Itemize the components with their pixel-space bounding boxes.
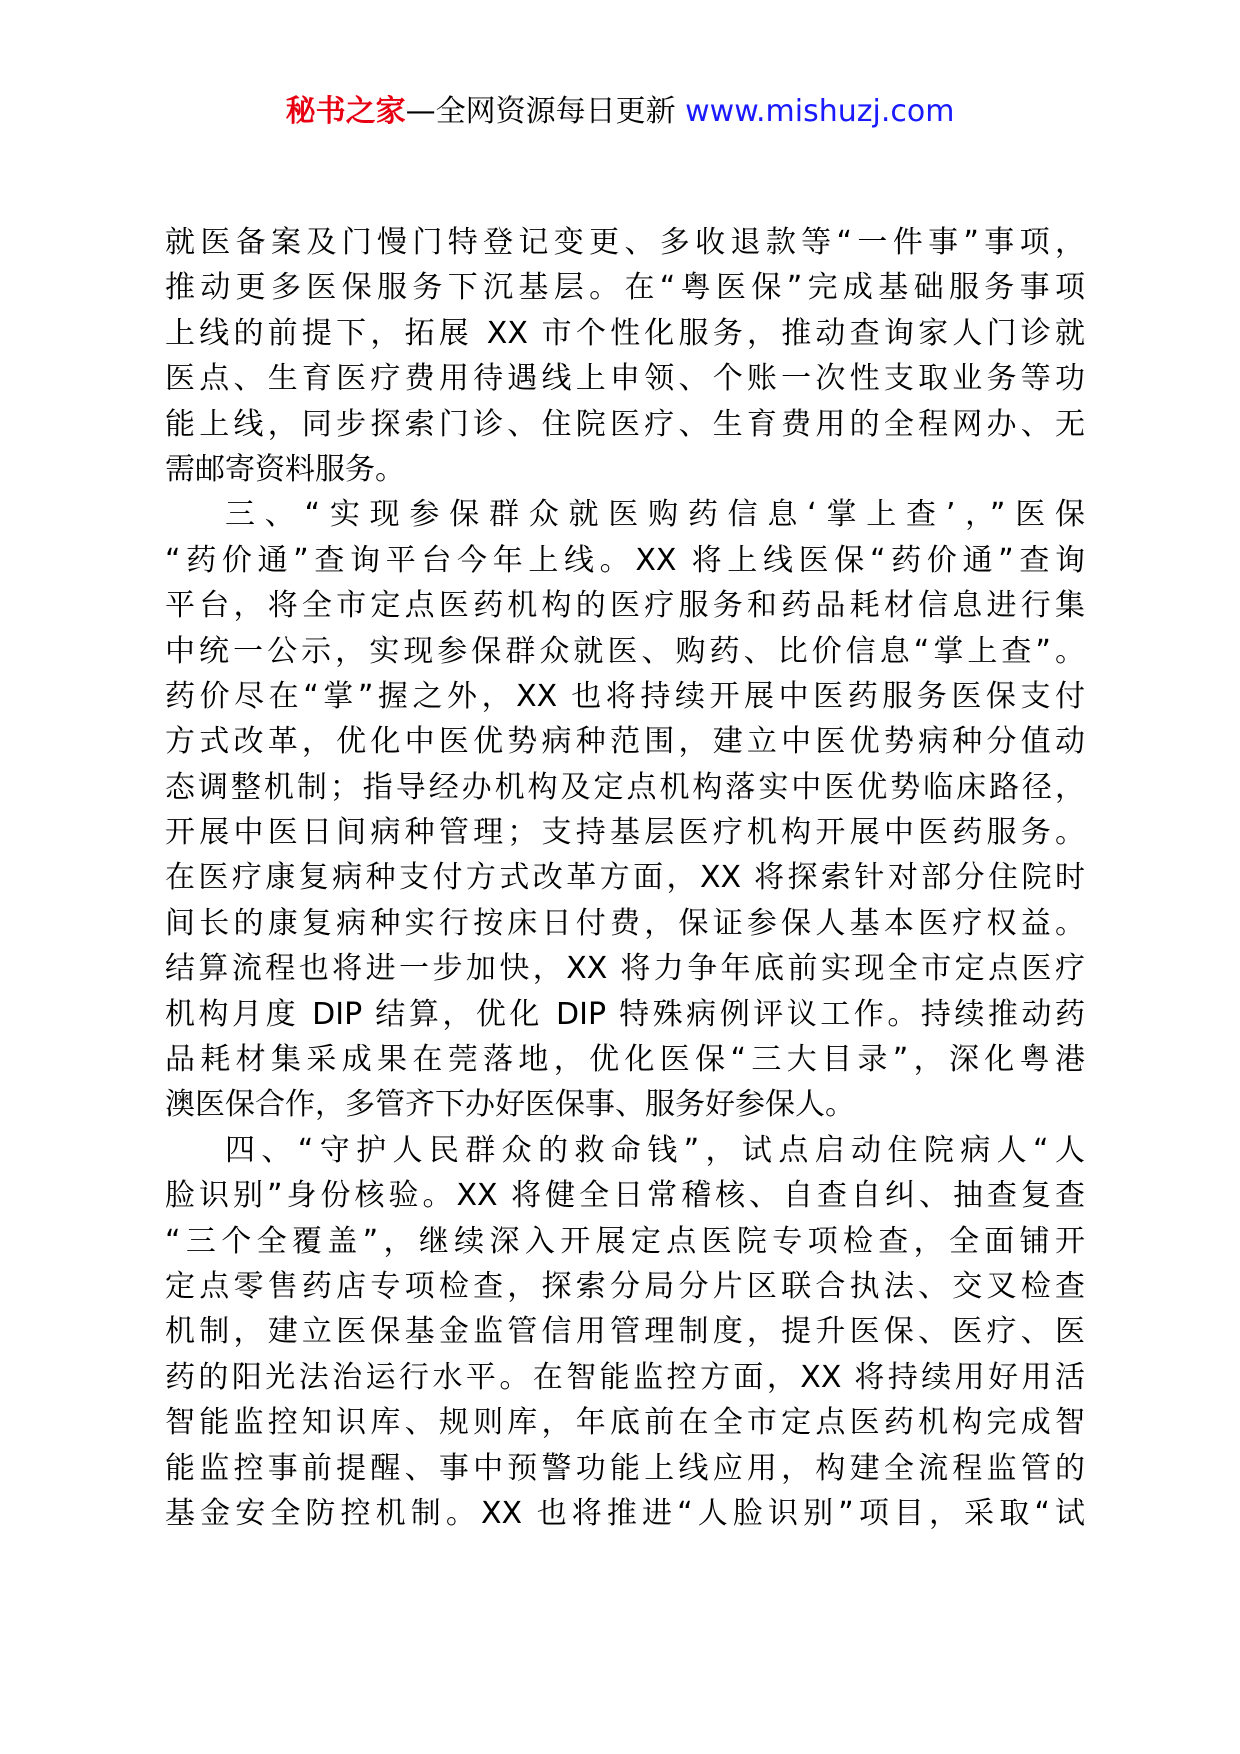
text-line: 机构月度 DIP 结算，优化 DIP 特殊病例评议工作。持续推动药 bbox=[165, 996, 1085, 1032]
text-line: 方式改革，优化中医优势病种范围，建立中医优势病种分值动 bbox=[165, 724, 1085, 760]
text-line: 结算流程也将进一步加快，XX 将力争年底前实现全市定点医疗 bbox=[165, 951, 1085, 987]
site-brand: 秘书之家 bbox=[285, 94, 406, 129]
text-line: 智能监控知识库、规则库，年底前在全市定点医药机构完成智 bbox=[165, 1405, 1085, 1441]
text-line: 态调整机制；指导经办机构及定点机构落实中医优势临床路径， bbox=[165, 769, 1085, 805]
site-tagline: —全网资源每日更新 bbox=[405, 94, 676, 129]
text-line: 推动更多医保服务下沉基层。在“粤医保”完成基础服务事项 bbox=[165, 270, 1085, 306]
text-line: 能上线，同步探索门诊、住院医疗、生育费用的全程网办、无 bbox=[165, 406, 1085, 442]
text-line: 澳医保合作，多管齐下办好医保事、服务好参保人。 bbox=[165, 1087, 855, 1123]
text-line: 脸识别”身份核验。XX 将健全日常稽核、自查自纠、抽查复查 bbox=[165, 1178, 1085, 1214]
text-line: 上线的前提下，拓展 XX 市个性化服务，推动查询家人门诊就 bbox=[165, 315, 1085, 351]
paragraph-start-line: 三、“实现参保群众就医购药信息‘掌上查’，”医保 bbox=[225, 497, 1085, 533]
text-line: 药价尽在“掌”握之外，XX 也将持续开展中医药服务医保支付 bbox=[165, 678, 1085, 714]
site-header bbox=[0, 92, 1240, 132]
text-line: 品耗材集采成果在莞落地，优化医保“三大目录”，深化粤港 bbox=[165, 1042, 1085, 1078]
text-line: 药的阳光法治运行水平。在智能监控方面，XX 将持续用好用活 bbox=[165, 1359, 1085, 1395]
text-line: 中统一公示，实现参保群众就医、购药、比价信息“掌上查”。 bbox=[165, 633, 1085, 669]
paragraph-start-line: 四、“守护人民群众的救命钱”，试点启动住院病人“人 bbox=[225, 1132, 1085, 1168]
text-line: 需邮寄资料服务。 bbox=[165, 451, 405, 487]
text-line: “药价通”查询平台今年上线。XX 将上线医保“药价通”查询 bbox=[165, 542, 1085, 578]
site-url[interactable]: www.mishuzj.com bbox=[685, 94, 955, 129]
text-line: 基金安全防控机制。XX 也将推进“人脸识别”项目，采取“试 bbox=[165, 1495, 1085, 1531]
text-line: 医点、生育医疗费用待遇线上申领、个账一次性支取业务等功 bbox=[165, 361, 1085, 397]
text-line: 能监控事前提醒、事中预警功能上线应用，构建全流程监管的 bbox=[165, 1450, 1085, 1486]
text-line: 定点零售药店专项检查，探索分局分片区联合执法、交叉检查 bbox=[165, 1268, 1085, 1304]
document-body bbox=[165, 220, 1085, 1536]
text-line: “三个全覆盖”，继续深入开展定点医院专项检查，全面铺开 bbox=[165, 1223, 1085, 1259]
text-line: 在医疗康复病种支付方式改革方面，XX 将探索针对部分住院时 bbox=[165, 860, 1085, 896]
text-line: 机制，建立医保基金监管信用管理制度，提升医保、医疗、医 bbox=[165, 1314, 1085, 1350]
text-line: 就医备案及门慢门特登记变更、多收退款等“一件事”事项， bbox=[165, 225, 1085, 260]
text-line: 开展中医日间病种管理；支持基层医疗机构开展中医药服务。 bbox=[165, 815, 1085, 851]
text-line: 平台，将全市定点医药机构的医疗服务和药品耗材信息进行集 bbox=[165, 588, 1085, 624]
text-line: 间长的康复病种实行按床日付费，保证参保人基本医疗权益。 bbox=[165, 905, 1085, 941]
